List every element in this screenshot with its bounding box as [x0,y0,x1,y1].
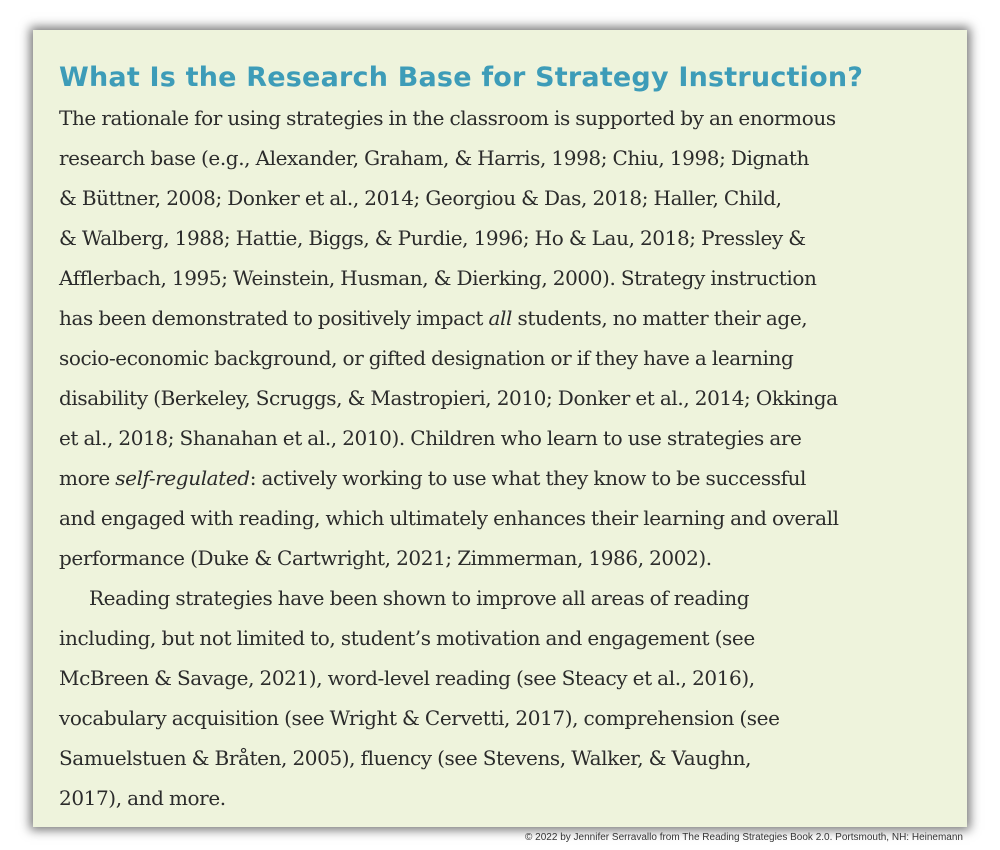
text-line [59,418,947,458]
text-run: vocabulary acquisition (see Wright & Cervetti, 2017), comprehension (see [59,706,780,730]
text-line [59,178,947,218]
text-line [59,658,947,698]
text-line [59,138,947,178]
text-run: more [59,466,116,490]
paragraph-reading-strategies [59,578,947,818]
text-line [59,498,947,538]
text-line [59,338,947,378]
text-line [59,298,947,338]
text-line [59,458,947,498]
text-line [59,698,947,738]
copyright-footer: © 2022 by Jennifer Serravallo from The Reading Strategies Book 2.0. Portsmouth, NH: Heinemann [525,832,963,843]
text-line [59,378,947,418]
text-run: and engaged with reading, which ultimately enhances their learning and overall [59,506,839,530]
text-run: : actively working to use what they know to be successful [249,466,807,490]
text-line [59,98,947,138]
text-run: & Büttner, 2008; Donker et al., 2014; Georgiou & Das, 2018; Haller, Child, [59,186,782,210]
text-line [59,258,947,298]
text-line [59,778,947,818]
text-run: socio-economic background, or gifted designation or if they have a learning [59,346,794,370]
text-run: The rationale for using strategies in the classroom is supported by an enormous [59,106,836,130]
text-run: Afflerbach, 1995; Weinstein, Husman, & Dierking, 2000). Strategy instruction [59,266,817,290]
text-run: et al., 2018; Shanahan et al., 2010). Children who learn to use strategies are [59,426,802,450]
text-line [59,738,947,778]
text-run: Samuelstuen & Bråten, 2005), fluency (see Stevens, Walker, & Vaughn, [59,746,752,770]
text-line [59,538,947,578]
text-run: including, but not limited to, student’s motivation and engagement (see [59,626,755,650]
text-run: students, no matter their age, [512,306,808,330]
text-run: performance (Duke & Cartwright, 2021; Zimmerman, 1986, 2002). [59,546,712,570]
section-title: What Is the Research Base for Strategy Instruction? [59,62,864,93]
text-line [59,578,947,618]
text-run: Reading strategies have been shown to improve all areas of reading [89,586,750,610]
text-run: has been demonstrated to positively impact [59,306,489,330]
text-run: & Walberg, 1988; Hattie, Biggs, & Purdie, 1996; Ho & Lau, 2018; Pressley & [59,226,806,250]
emphasis-text: self-regulated [115,466,250,490]
text-run: McBreen & Savage, 2021), word-level reading (see Steacy et al., 2016), [59,666,755,690]
text-line [59,618,947,658]
paragraph-rationale [59,98,947,578]
text-run: research base (e.g., Alexander, Graham, & Harris, 1998; Chiu, 1998; Dignath [59,146,810,170]
emphasis-text: all [488,306,513,330]
text-run: 2017), and more. [59,786,226,810]
text-line [59,218,947,258]
research-base-sidebar [33,30,967,827]
text-run: disability (Berkeley, Scruggs, & Mastropieri, 2010; Donker et al., 2014; Okkinga [59,386,838,410]
